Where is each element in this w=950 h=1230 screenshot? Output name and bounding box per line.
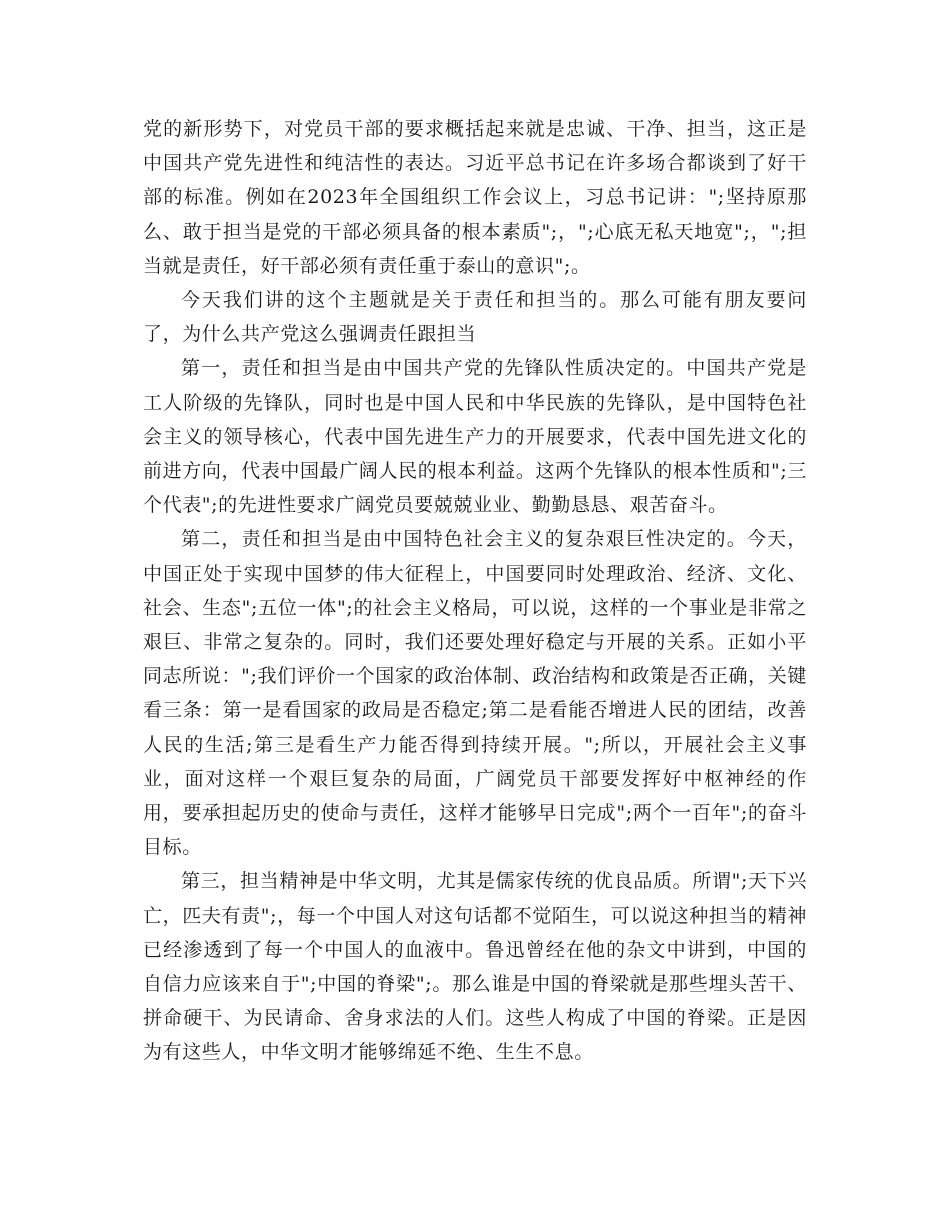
paragraph-point-three: 第三，担当精神是中华文明，尤其是儒家传统的优良品质。所谓";天下兴亡，匹夫有责";，每一个中国人对这句话都不觉陌生，可以说这种担当的精神已经渗透到了每一个中国人的血液中。鲁迅曾经在他的杂文中讲到，中国的自信力应该来自于";中国的脊梁";。那么谁是中国的脊梁就是那些埋头苦干、拼命硬干、为民请命、舍身求法的人们。这些人构成了中国的脊梁。正是因为有这些人，中华文明才能够绵延不绝、生生不息。 xyxy=(143,870,807,1064)
paragraph-point-two: 第二，责任和担当是由中国特色社会主义的复杂艰巨性决定的。今天，中国正处于实现中国梦的伟大征程上，中国要同时处理政治、经济、文化、社会、生态";五位一体";的社会主义格局，可以说，这样的一个事业是非常之艰巨、非常之复杂的。同时，我们还要处理好稳定与开展的关系。正如小平同志所说：";我们评价一个国家的政治体制、政治结构和政策是否正确，关键看三条：第一是看国家的政局是否稳定;第二是看能否增进人民的团结，改善人民的生活;第三是看生产力能否得到持续开展。";所以，开展社会主义事业，面对这样一个艰巨复杂的局面，广阔党员干部要发挥好中枢神经的作用，要承担起历史的使命与责任，这样才能够早日完成";两个一百年";的奋斗目标。 xyxy=(143,528,807,859)
paragraph-continuation: 党的新形势下，对党员干部的要求概括起来就是忠诚、干净、担当，这正是中国共产党先进性和纯洁性的表达。习近平总书记在许多场合都谈到了好干部的标准。例如在2023年全国组织工作会议上，习总书记讲：";坚持原那么、敢于担当是党的干部必须具备的根本素质";，";心底无私天地宽";，";担当就是责任，好干部必须有责任重于泰山的意识";。 xyxy=(143,118,807,277)
paragraph-point-one: 第一，责任和担当是由中国共产党的先锋队性质决定的。中国共产党是工人阶级的先锋队，同时也是中国人民和中华民族的先锋队，是中国特色社会主义的领导核心，代表中国先进生产力的开展要求，代表中国先进文化的前进方向，代表中国最广阔人民的根本利益。这两个先锋队的根本性质和";三个代表";的先进性要求广阔党员要兢兢业业、勤勤恳恳、艰苦奋斗。 xyxy=(143,357,807,517)
paragraph-topic-intro: 今天我们讲的这个主题就是关于责任和担当的。那么可能有朋友要问了，为什么共产党这么强调责任跟担当 xyxy=(143,289,807,346)
document-body xyxy=(143,112,807,1070)
